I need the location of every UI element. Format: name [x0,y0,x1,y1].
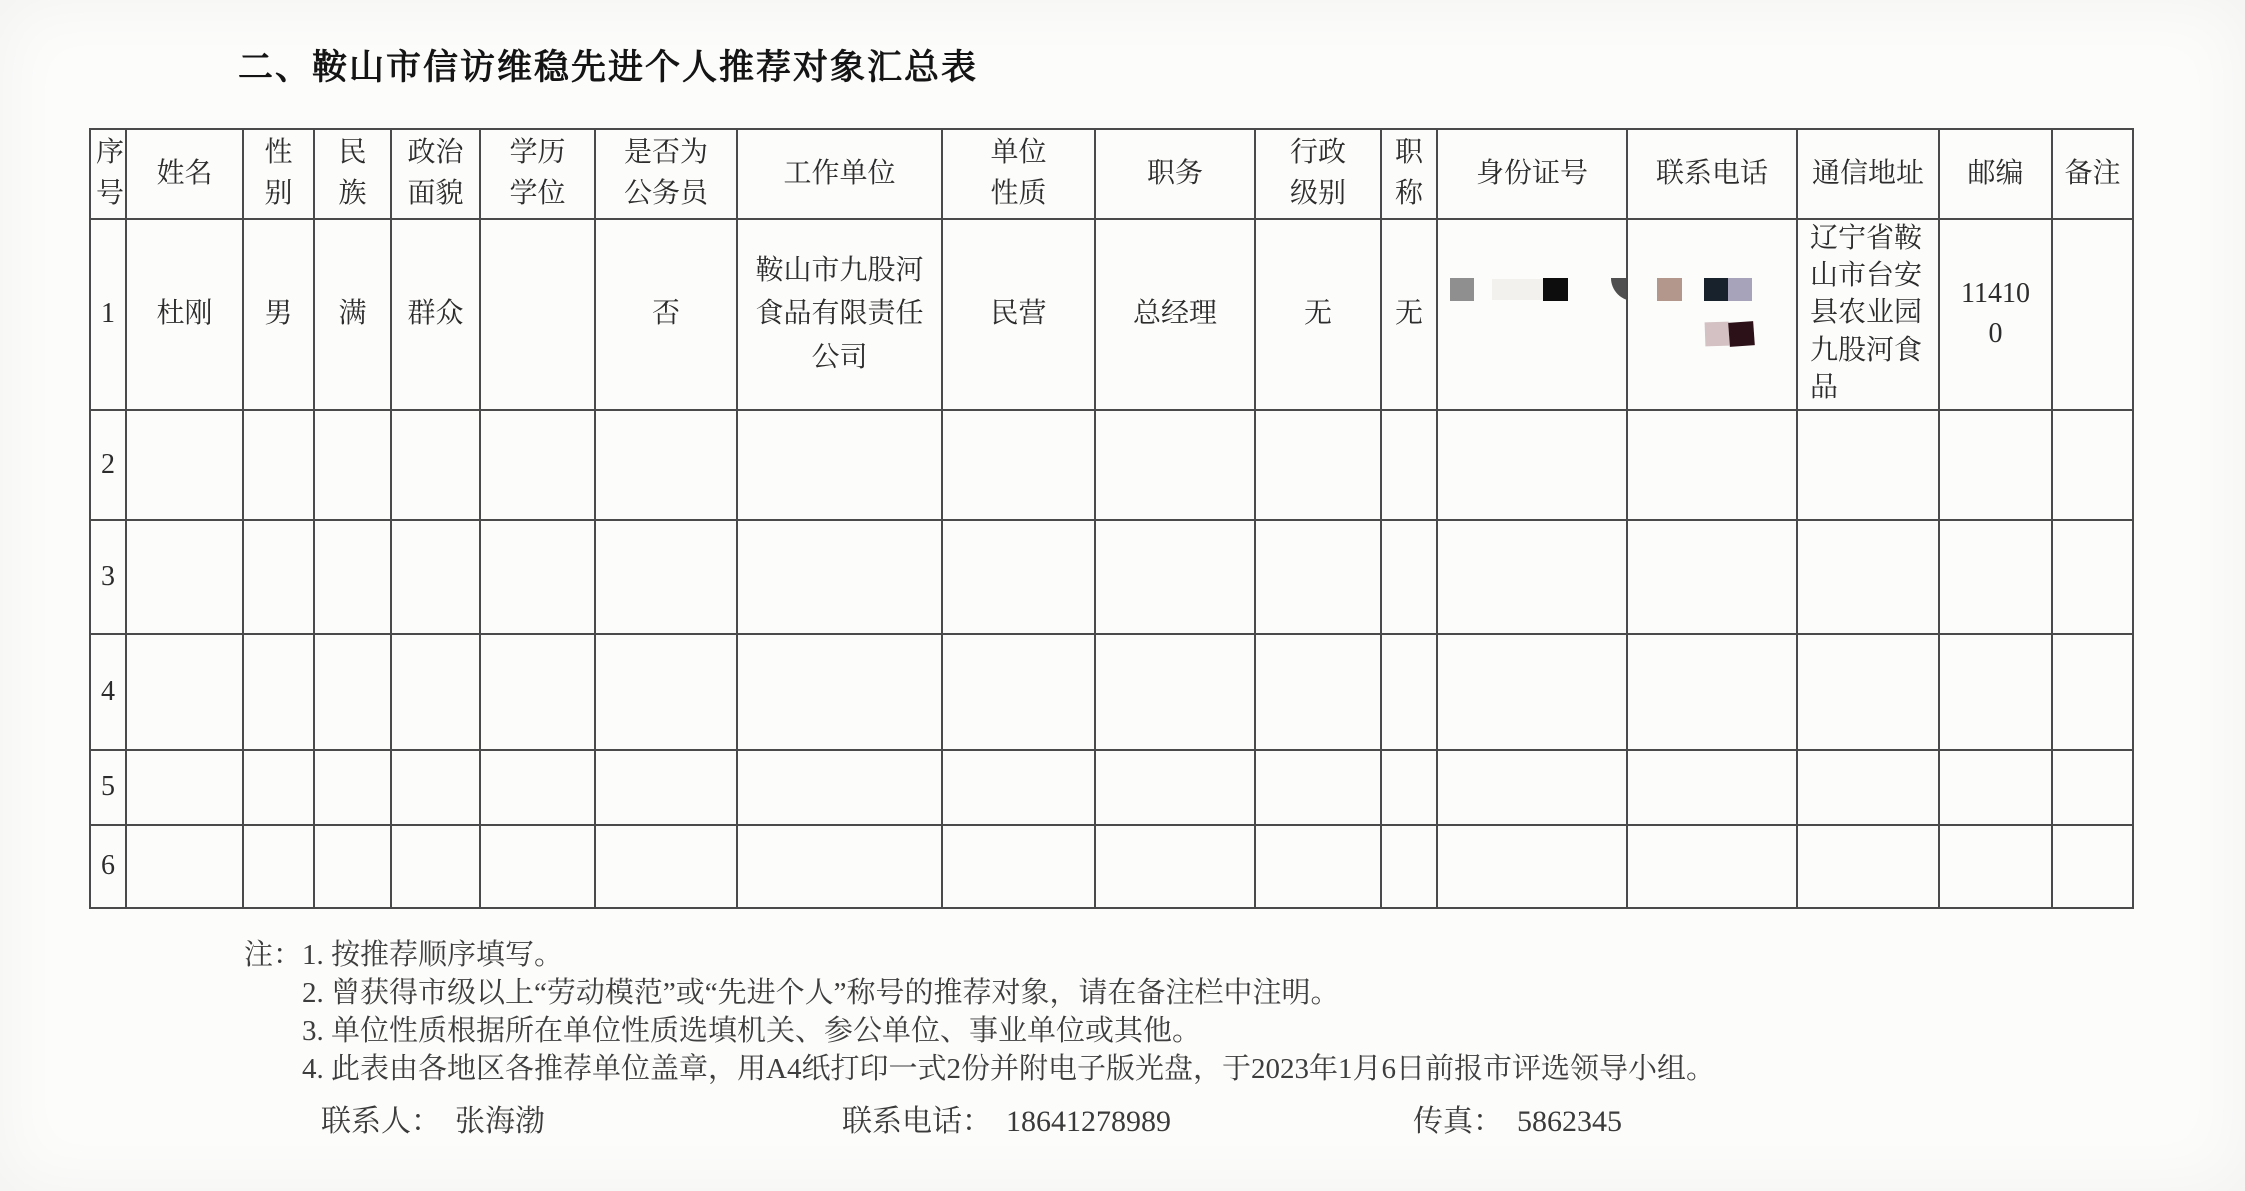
cell-1-name [126,219,243,410]
note-item-2: 2. 曾获得市级以上“劳动模范”或“先进个人”称号的推荐对象，请在备注栏中注明。 [302,977,1340,1009]
cell-5-unit-nature [942,750,1095,825]
header-gender [243,129,314,219]
header-civil-servant-label: 是否为公务员 [623,137,708,209]
id-redaction-dark-quarter [1611,278,1627,301]
cell-1-work-unit-text: 鞍山市九股河食品有限责任公司 [755,254,924,374]
cell-5-title [1381,750,1437,825]
cell-6-gender [243,825,314,908]
contact-phone [842,1096,1171,1140]
header-id-number-label: 身份证号 [1475,157,1588,189]
notes-list [302,936,1715,1088]
cell-6-education [480,825,595,908]
cell-6-serial [90,825,126,908]
cell-1-serial [90,219,126,410]
cell-6-name [126,825,243,908]
cell-2-ethnicity [314,410,391,520]
cell-3-admin-level [1255,520,1381,634]
cell-1-civil-servant [595,219,737,410]
note-item-3: 3. 单位性质根据所在单位性质选填机关、参公单位、事业单位或其他。 [302,1015,1202,1047]
phone-redaction-lavender [1728,278,1752,301]
cell-4-unit-nature [942,634,1095,750]
table-row-3 [90,520,2133,634]
cell-2-gender [243,410,314,520]
cell-1-civil-servant-text: 否 [651,298,680,330]
cell-3-civil-servant [595,520,737,634]
cell-6-id-number [1437,825,1627,908]
cell-3-serial-text: 3 [101,560,115,592]
cell-5-ethnicity [314,750,391,825]
phone-redaction-navy [1704,278,1728,301]
header-serial-label: 序号 [95,137,124,209]
cell-5-address [1797,750,1939,825]
table-row-1 [90,219,2133,410]
table-row-5 [90,750,2133,825]
cell-1-political-status-text: 群众 [407,298,464,330]
contact-fax-label: 传真： [1413,1105,1503,1138]
contact-phone-label: 联系电话： [842,1105,992,1138]
contact-fax-number: 5862345 [1517,1105,1622,1138]
cell-1-unit-nature [942,219,1095,410]
cell-4-serial [90,634,126,750]
cell-1-postal-code [1939,219,2052,410]
cell-1-name-text: 杜刚 [156,298,213,330]
cell-4-position [1095,634,1255,750]
cell-2-work-unit [737,410,942,520]
header-position [1095,129,1255,219]
header-title-label: 职称 [1394,137,1423,209]
cell-1-gender-text: 男 [264,298,293,330]
note-item-1: 1. 按推荐顺序填写。 [302,939,564,971]
cell-3-ethnicity [314,520,391,634]
cell-4-ethnicity [314,634,391,750]
document-title: 二、鞍山市信访维稳先进个人推荐对象汇总表 [238,48,979,87]
header-phone-label: 联系电话 [1655,157,1768,189]
cell-6-political-status [391,825,480,908]
cell-1-ethnicity-text: 满 [338,298,367,330]
header-civil-servant [595,129,737,219]
summary-table [89,128,2134,909]
cell-2-address [1797,410,1939,520]
cell-2-position [1095,410,1255,520]
cell-5-id-number [1437,750,1627,825]
cell-2-remarks [2052,410,2133,520]
header-postal-code [1939,129,2052,219]
cell-1-gender [243,219,314,410]
cell-5-serial-text: 5 [101,771,115,803]
header-education [480,129,595,219]
phone-redaction-maroon [1728,321,1755,347]
header-name [126,129,243,219]
contact-person-label: 联系人： [321,1105,441,1138]
cell-2-name [126,410,243,520]
contact-phone-number: 18641278989 [1006,1105,1171,1138]
header-phone [1627,129,1797,219]
cell-3-title [1381,520,1437,634]
contact-person-name: 张海渤 [455,1105,545,1138]
header-id-number [1437,129,1627,219]
cell-3-work-unit [737,520,942,634]
contact-fax [1413,1096,1622,1140]
cell-5-position [1095,750,1255,825]
cell-4-title [1381,634,1437,750]
cell-1-political-status [391,219,480,410]
cell-3-education [480,520,595,634]
cell-3-name [126,520,243,634]
header-gender-label: 性别 [264,137,293,209]
cell-3-id-number [1437,520,1627,634]
header-education-label: 学历学位 [509,137,566,209]
cell-4-phone [1627,634,1797,750]
phone-redaction-pink [1705,322,1730,347]
cell-1-admin-level-text: 无 [1303,298,1332,330]
header-unit-nature [942,129,1095,219]
header-position-label: 职务 [1146,157,1203,189]
cell-6-postal-code [1939,825,2052,908]
cell-1-position-text: 总经理 [1132,298,1217,330]
cell-3-serial [90,520,126,634]
id-redaction-gray [1450,278,1474,301]
cell-6-serial-text: 6 [101,850,115,882]
cell-1-unit-nature-text: 民营 [990,298,1047,330]
header-serial [90,129,126,219]
id-redaction-light [1492,279,1548,300]
cell-4-id-number [1437,634,1627,750]
cell-2-education [480,410,595,520]
cell-1-title-text: 无 [1394,298,1423,330]
cell-3-position [1095,520,1255,634]
cell-5-postal-code [1939,750,2052,825]
cell-1-position [1095,219,1255,410]
cell-5-name [126,750,243,825]
cell-1-postal-code-text: 114100 [1961,277,2030,350]
cell-3-remarks [2052,520,2133,634]
header-postal-code-label: 邮编 [1967,157,2024,189]
header-admin-level [1255,129,1381,219]
cell-4-admin-level [1255,634,1381,750]
cell-6-position [1095,825,1255,908]
cell-3-gender [243,520,314,634]
header-remarks [2052,129,2133,219]
cell-5-remarks [2052,750,2133,825]
header-work-unit [737,129,942,219]
table-row-2 [90,410,2133,520]
contact-person [321,1096,545,1140]
header-ethnicity [314,129,391,219]
cell-4-postal-code [1939,634,2052,750]
cell-6-work-unit [737,825,942,908]
cell-6-civil-servant [595,825,737,908]
cell-1-id-number [1437,219,1627,410]
cell-2-civil-servant [595,410,737,520]
cell-2-serial-text: 2 [101,448,115,480]
cell-1-address [1797,219,1939,410]
header-remarks-label: 备注 [2064,157,2121,189]
header-address [1797,129,1939,219]
cell-2-unit-nature [942,410,1095,520]
notes-section [244,936,1715,1088]
cell-4-serial-text: 4 [101,675,115,707]
header-work-unit-label: 工作单位 [783,157,896,189]
cell-1-admin-level [1255,219,1381,410]
header-political-status [391,129,480,219]
cell-3-postal-code [1939,520,2052,634]
table-row-6 [90,825,2133,908]
cell-4-political-status [391,634,480,750]
cell-4-address [1797,634,1939,750]
cell-4-education [480,634,595,750]
cell-1-serial-text: 1 [101,298,115,330]
cell-6-address [1797,825,1939,908]
cell-6-title [1381,825,1437,908]
cell-6-ethnicity [314,825,391,908]
cell-5-phone [1627,750,1797,825]
cell-6-admin-level [1255,825,1381,908]
cell-5-admin-level [1255,750,1381,825]
cell-2-title [1381,410,1437,520]
cell-2-admin-level [1255,410,1381,520]
header-name-label: 姓名 [156,157,213,189]
header-admin-level-label: 行政级别 [1289,137,1346,209]
cell-1-address-text: 辽宁省鞍山市台安县农业园九股河食品 [1810,223,1923,403]
cell-5-education [480,750,595,825]
header-political-status-label: 政治面貌 [407,137,464,209]
notes-label: 注： [244,939,303,971]
cell-2-political-status [391,410,480,520]
cell-3-address [1797,520,1939,634]
cell-3-unit-nature [942,520,1095,634]
cell-3-phone [1627,520,1797,634]
header-address-label: 通信地址 [1811,157,1924,189]
cell-1-education [480,219,595,410]
header-unit-nature-label: 单位性质 [990,137,1047,209]
phone-redaction-tan [1657,278,1682,301]
cell-6-remarks [2052,825,2133,908]
summary-table-wrapper [89,128,2134,909]
table-row-4 [90,634,2133,750]
contact-footer [0,1096,2245,1136]
cell-3-political-status [391,520,480,634]
cell-5-gender [243,750,314,825]
cell-1-phone [1627,219,1797,410]
cell-4-name [126,634,243,750]
id-redaction-black [1543,278,1568,301]
cell-1-remarks [2052,219,2133,410]
cell-5-civil-servant [595,750,737,825]
cell-4-civil-servant [595,634,737,750]
cell-4-work-unit [737,634,942,750]
cell-5-political-status [391,750,480,825]
cell-2-id-number [1437,410,1627,520]
cell-2-postal-code [1939,410,2052,520]
cell-1-title [1381,219,1437,410]
cell-1-ethnicity [314,219,391,410]
cell-2-serial [90,410,126,520]
note-item-4: 4. 此表由各地区各推荐单位盖章，用A4纸打印一式2份并附电子版光盘，于2023年1月6日前报市评选领导小组。 [302,1053,1715,1085]
cell-1-work-unit [737,219,942,410]
cell-2-phone [1627,410,1797,520]
header-title [1381,129,1437,219]
cell-4-remarks [2052,634,2133,750]
cell-4-gender [243,634,314,750]
cell-6-phone [1627,825,1797,908]
cell-5-work-unit [737,750,942,825]
cell-5-serial [90,750,126,825]
cell-6-unit-nature [942,825,1095,908]
header-ethnicity-label: 民族 [338,137,367,209]
